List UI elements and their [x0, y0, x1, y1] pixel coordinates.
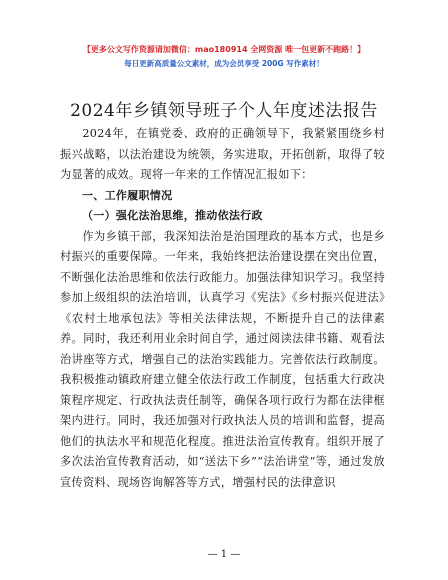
body-paragraph: 作为乡镇干部，我深知法治是治国理政的基本方式，也是乡村振兴的重要保障。一年来，我始终把法治建设摆在突出位置，不断强化法治思维和依法行政能力。加强法律知识学习。我坚持参加上级组织的法治培训，认真学习《宪法》《乡村振兴促进法》《农村土地承包法》等相关法律法规，不断提升自己的法律素养。同时，我还利用业余时间自学，通过阅读法律书籍、观看法治讲座等方式，增强自己的法治实践能力。完善依法行政制度。我积极推动镇政府建立健全依法行政工作制度，包括重大行政决策程序规定、行政执法责任制等，确保各项行政行为都在法律框架内进行。同时，我还加强对行政执法人员的培训和监督，提高他们的执法水平和规范化程度。推进法治宣传教育。组织开展了多次法治宣传教育活动，如“送法下乡”“法治讲堂”等，通过发放宣传资料、现场咨询解答等方式，增强村民的法律意识 — [60, 229, 385, 489]
promo-line-1: 【更多公文写作资源请加微信：mao180914 全网资源 唯一包更新不跑路！】 — [82, 45, 366, 54]
promo-banner — [0, 44, 448, 70]
document-title: 2024年乡镇领导班子个人年度述法报告 — [70, 101, 378, 121]
subsection-heading: （一）强化法治思维，推动依法行政 — [82, 209, 263, 222]
section-heading: 一、工作履职情况 — [82, 188, 173, 202]
document-body — [60, 124, 385, 493]
page-number: — 1 — — [207, 549, 241, 560]
intro-paragraph: 2024年，在镇党委、政府的正确领导下，我紧紧围绕乡村振兴战略，以法治建设为统领，务实进取，开拓创新，取得了较为显著的成效。现将一年来的工作情况汇报如下： — [60, 127, 385, 181]
promo-line-2: 每日更新高质量公文素材，成为会员享受 200G 写作素材！ — [124, 59, 324, 68]
